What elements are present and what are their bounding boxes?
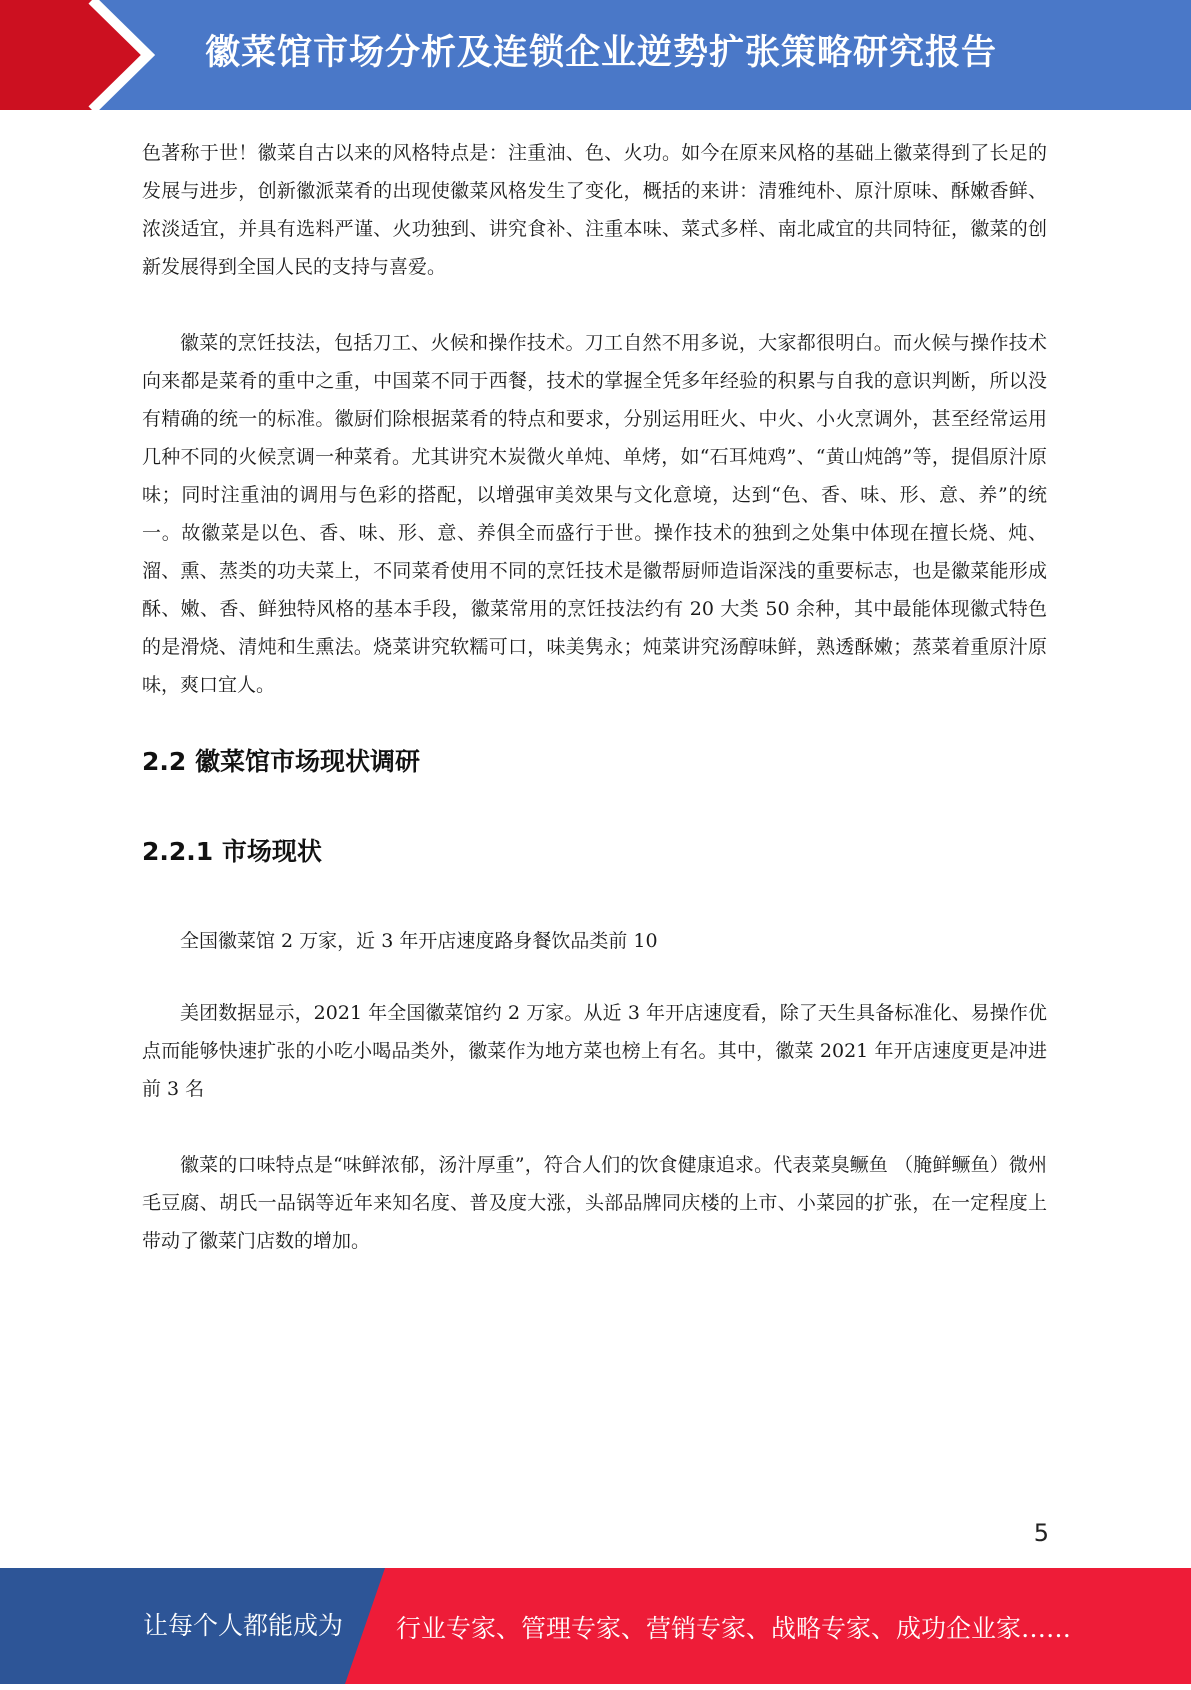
body-paragraph-1: 色著称于世！徽菜自古以来的风格特点是：注重油、色、火功。如今在原来风格的基础上徽菜得到了长足的发展与进步，创新徽派菜肴的出现使徽菜风格发生了变化，概括的来讲：清雅纯朴、原汁原味、酥嫩香鲜、浓淡适宜，并具有选料严谨、火功独到、讲究食补、注重本味、菜式多样、南北咸宜的共同特征，徽菜的创新发展得到全国人民的支持与喜爱。: [142, 142, 1047, 278]
page-content: [142, 134, 1047, 1298]
section-heading: 2.2 徽菜馆市场现状调研: [142, 747, 420, 776]
page-footer: [0, 1568, 1191, 1684]
footer-slogan-left: 让每个人都能成为: [143, 1611, 344, 1640]
market-paragraph-1: 全国徽菜馆 2 万家，近 3 年开店速度路身餐饮品类前 10: [180, 930, 658, 952]
page-number: 5: [1033, 1519, 1049, 1547]
subsection-heading: 2.2.1 市场现状: [142, 837, 322, 866]
report-title: 徽菜馆市场分析及连锁企业逆势扩张策略研究报告: [205, 33, 998, 73]
market-paragraph-3: 徽菜的口味特点是“味鲜浓郁，汤汁厚重”，符合人们的饮食健康追求。代表菜臭鳜鱼 （腌鲜鳜鱼）微州毛豆腐、胡氏一品锅等近年来知名度、普及度大涨，头部品牌同庆楼的上市、小菜园的扩张，在一定程度上带动了徽菜门店数的增加。: [142, 1154, 1047, 1252]
footer-slogan-right: 行业专家、管理专家、营销专家、战略专家、成功企业家……: [396, 1614, 1072, 1643]
header-chevron-icon: [0, 0, 160, 110]
body-paragraph-2: 徽菜的烹饪技法，包括刀工、火候和操作技术。刀工自然不用多说，大家都很明白。而火候与操作技术向来都是菜肴的重中之重，中国菜不同于西餐，技术的掌握全凭多年经验的积累与自我的意识判断，所以没有精确的统一的标准。徽厨们除根据菜肴的特点和要求，分别运用旺火、中火、小火烹调外，甚至经常运用几种不同的火候烹调一种菜肴。尤其讲究木炭微火单炖、单烤，如“石耳炖鸡”、“黄山炖鸽”等，提倡原汁原味；同时注重油的调用与色彩的搭配，以增强审美效果与文化意境，达到“色、香、味、形、意、养”的统一。故徽菜是以色、香、味、形、意、养俱全而盛行于世。操作技术的独到之处集中体现在擅长烧、炖、溜、熏、蒸类的功夫菜上，不同菜肴使用不同的烹饪技术是徽帮厨师造诣深浅的重要标志，也是徽菜能形成酥、嫩、香、鲜独特风格的基本手段，徽菜常用的烹饪技法约有 20 大类 50 余种，其中最能体现徽式特色的是滑烧、清炖和生熏法。烧菜讲究软糯可口，味美隽永；炖菜讲究汤醇味鲜，熟透酥嫩；蒸菜着重原汁原味，爽口宜人。: [142, 332, 1047, 696]
market-paragraph-2: 美团数据显示，2021 年全国徽菜馆约 2 万家。从近 3 年开店速度看，除了天生具备标准化、易操作优点而能够快速扩张的小吃小喝品类外，徽菜作为地方菜也榜上有名。其中，徽菜 2021 年开店速度更是冲进前 3 名: [142, 1002, 1047, 1100]
page-header: [0, 0, 1191, 110]
